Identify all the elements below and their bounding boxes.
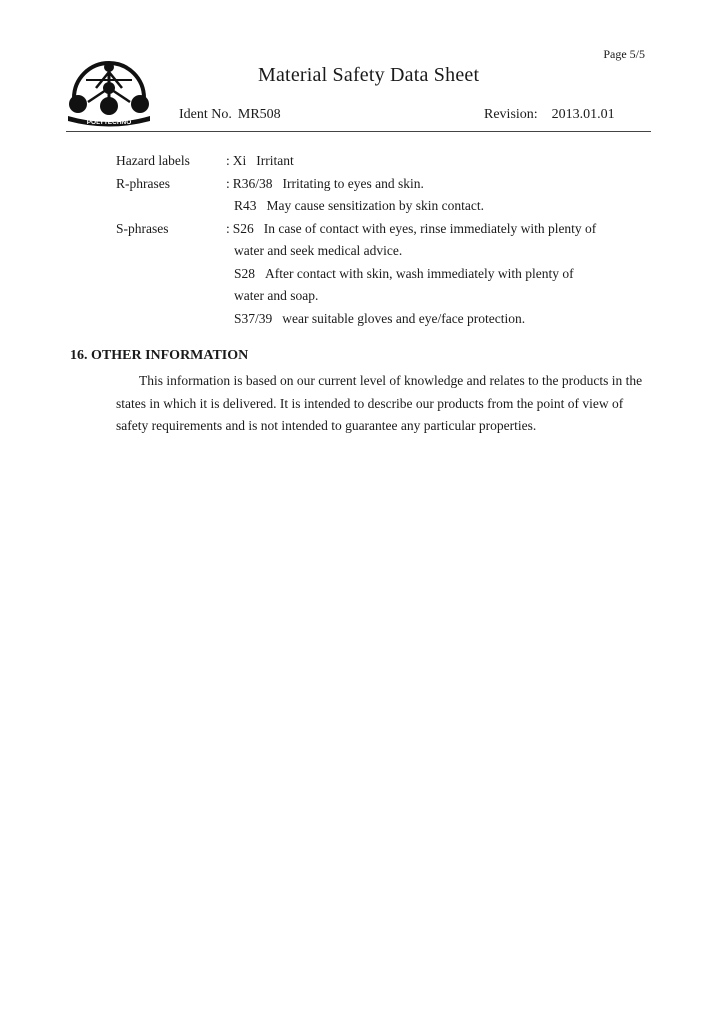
s-phrase-continuation: water and seek medical advice. (234, 243, 403, 258)
ident-label: Ident No. (179, 107, 232, 122)
r-phrases-row (116, 195, 651, 218)
company-logo (66, 50, 152, 130)
hazard-text: Irritant (256, 153, 294, 168)
document-title: Material Safety Data Sheet (258, 64, 480, 86)
s-phrase-text: In case of contact with eyes, rinse immediately with plenty of (263, 220, 597, 236)
logo-text: POLYTECHNO (86, 119, 132, 126)
ident-number (179, 107, 281, 123)
r-phrase-code: R36/38 (232, 175, 273, 191)
hazard-labels-row: Hazard labels : Xi Irritant (116, 150, 651, 173)
s-phrases-row: S-phrases : S26 In case of contact with eyes, rinse immediately with plenty of (116, 218, 651, 241)
revision (484, 107, 615, 123)
s-phrase-code: S26 (232, 220, 254, 236)
s-phrase-text: wear suitable gloves and eye/face protection. (282, 310, 526, 326)
r-phrase-text: Irritating to eyes and skin. (282, 175, 424, 191)
revision-value: 2013.01.01 (551, 107, 615, 122)
other-information-paragraph: This information is based on our current level of knowledge and relates to the products in the states in which it is delivered. It is intended to describe our products from the point of view of safety requirements and is not intended to guarantee any particular properties. (116, 373, 643, 433)
r-phrases-row: R-phrases : R36/38 Irritating to eyes and skin. (116, 173, 651, 196)
s-phrases-row (116, 263, 651, 286)
page-number: Page 5/5 (603, 47, 645, 61)
hazard-labels-block (116, 150, 651, 330)
s-phrase-code: S37/39 (234, 310, 273, 326)
s-phrase-text: After contact with skin, wash immediately with plenty of (265, 265, 574, 281)
r-phrases-label: R-phrases (116, 175, 170, 191)
s-phrases-row (116, 285, 651, 308)
s-phrases-row (116, 240, 651, 263)
header-divider (66, 131, 651, 132)
section-16-title: 16. OTHER INFORMATION (70, 348, 249, 363)
polytechno-logo-icon (66, 50, 152, 130)
hazard-labels-label: Hazard labels (116, 153, 190, 168)
s-phrases-row (116, 308, 651, 331)
r-phrase-text: May cause sensitization by skin contact. (266, 198, 484, 213)
hazard-code: Xi (232, 153, 247, 168)
r-phrase-code: R43 (234, 198, 257, 213)
s-phrases-label: S-phrases (116, 220, 169, 236)
revision-label: Revision: (484, 107, 538, 122)
ident-value: MR508 (237, 107, 281, 122)
s-phrase-code: S28 (234, 265, 256, 281)
s-phrase-continuation: water and soap. (234, 288, 319, 303)
